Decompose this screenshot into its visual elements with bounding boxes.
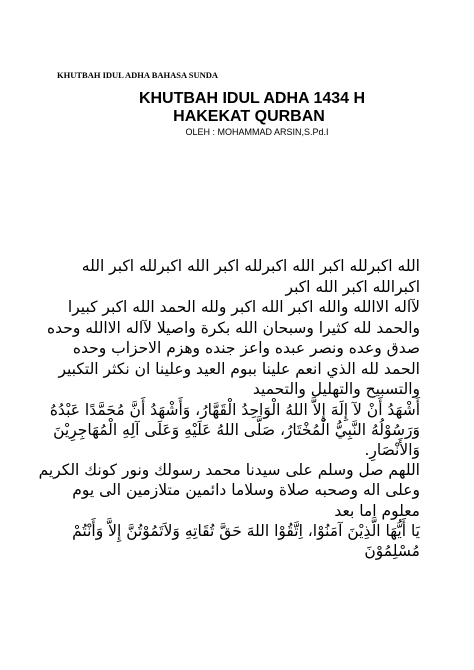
document-header-label: KHUTBAH IDUL ADHA BAHASA SUNDA — [57, 70, 219, 80]
shalawat-paragraph: اللهم صل وسلم على سيدنا محمد رسولك ونور كونك الكريم وعلى اله وصحبه صلاة وسلاما دائمين متلازمين الى يوم معلوم اما بعد — [38, 460, 420, 520]
takbir-paragraph: الله اكبرلله اكبر الله اكبرلله اكبر الله اكبرلله اكبر الله اكبرالله اكبر الله اكبر — [81, 257, 420, 296]
quran-verse-paragraph: يَا أَيُّهَا الَّذِيْنَ آمَنُوْا، اِتَّقُوْا اللهَ حَقَّ تُقَاتِهِ وَلاَتَمُوْتُنَّ إِلاَّ وَأَنْتُمْ مُسْلِمُوْنَ — [72, 522, 420, 560]
author-line: OLEH : MOHAMMAD ARSIN,S.Pd.I — [185, 127, 329, 137]
khutbah-title: KHUTBAH IDUL ADHA 1434 H — [138, 90, 366, 107]
arabic-body-text — [38, 256, 420, 561]
syahadat-paragraph: أَشْهَدُ أَنْ لآ إِلَهَ إِلاَّ اللهُ الْوَاحِدُ الْقَهَّارُ، وَأَشْهَدُ أَنَّ مُحَمَّدًا عَبْدُهُ وَرَسُوْلُهُ النَّبِيُّ الْمُخْتَارُ، صَلَّى اللهُ عَلَيْهِ وَعَلَى آلِهِ الْمُهَاجِرِيْنَ وَالأَنْصَارِ. — [49, 400, 420, 459]
khutbah-subtitle: HAKEKAT QURBAN — [173, 108, 325, 125]
tahlil-paragraph: لآاله الاالله والله اكبر الله اكبر ولله الحمد الله اكبر كبيرا والحمد لله كثيرا وسبحان الله بكرة واصيلا لآاله الاالله وحده صدق وعده ونصر عبده واعز جنده وهزم الاحزاب وحده — [47, 298, 420, 357]
hamdalah-paragraph: الحمد لله الذي انعم علينا ببوم العيد وعلينا ان نكثر التكبير والتسبيح والتهليل والتحميد — [58, 359, 420, 398]
title-block — [0, 90, 474, 138]
